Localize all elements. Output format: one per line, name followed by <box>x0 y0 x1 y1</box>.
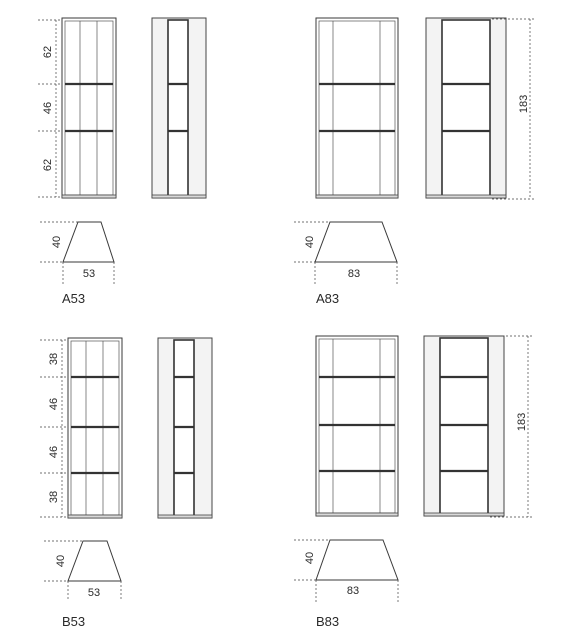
a53-height-dimensions <box>38 20 62 197</box>
b53-plan-view <box>44 541 121 600</box>
a83-depth: 40 <box>304 235 316 249</box>
a53-height-segment-2: 46 <box>42 101 54 115</box>
b53-width: 53 <box>87 587 101 599</box>
b53-model-label: B53 <box>62 614 86 629</box>
b83-total-height: 183 <box>516 412 528 432</box>
a53-depth: 40 <box>51 235 63 249</box>
a53-side-view <box>152 18 206 198</box>
product-a53 <box>38 18 206 306</box>
b53-front-view <box>68 338 122 518</box>
a53-front-view <box>62 18 116 198</box>
a83-plan-view <box>294 222 397 285</box>
a53-width: 53 <box>82 268 96 280</box>
b53-height-segment-2: 46 <box>48 397 60 411</box>
a53-model-label: A53 <box>62 291 86 306</box>
b53-height-segment-3: 46 <box>48 445 60 459</box>
b53-height-dimensions <box>40 340 68 517</box>
b83-model-label: B83 <box>316 614 340 629</box>
b53-height-segment-4: 38 <box>48 490 60 504</box>
b83-depth: 40 <box>304 551 316 565</box>
a83-width: 83 <box>347 268 361 280</box>
product-b53 <box>40 338 212 629</box>
a53-height-segment-3: 62 <box>42 158 54 172</box>
a83-total-height: 183 <box>518 94 530 114</box>
a83-side-view <box>426 18 506 198</box>
a83-front-view <box>316 18 398 198</box>
a53-plan-view <box>40 222 114 285</box>
b83-side-view <box>424 336 504 516</box>
a83-model-label: A83 <box>316 291 340 306</box>
b83-plan-view <box>294 540 398 602</box>
b53-height-segment-1: 38 <box>48 352 60 366</box>
b83-width: 83 <box>346 585 360 597</box>
product-b83 <box>294 336 534 629</box>
b83-front-view <box>316 336 398 516</box>
b53-depth: 40 <box>55 554 67 568</box>
b53-side-view <box>158 338 212 518</box>
a53-height-segment-1: 62 <box>42 45 54 59</box>
product-a83 <box>294 18 536 306</box>
